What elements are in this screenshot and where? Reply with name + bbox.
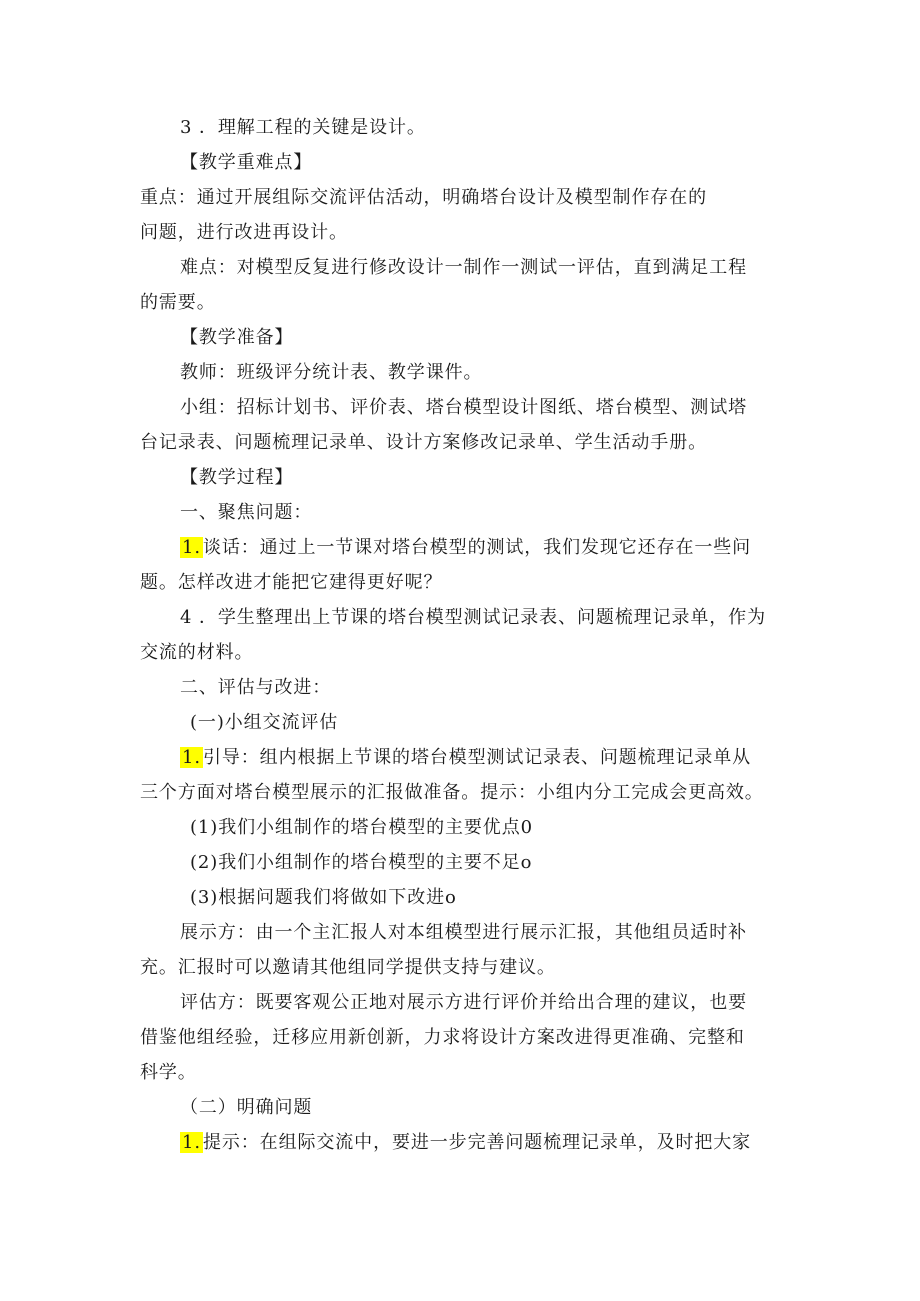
evaluator-line-3: 科学。	[140, 1062, 197, 1083]
heading-teaching-preparation: 【教学准备】	[180, 327, 294, 348]
hint-line-1: 1. 提示：在组际交流中，要进一步完善问题梳理记录单，及时把大家	[182, 1132, 752, 1153]
key-point-line-2: 问题，进行改进再设计。	[140, 222, 348, 243]
key-point-line-1: 重点：通过开展组际交流评估活动，明确塔台设计及模型制作存在的	[140, 187, 707, 208]
list-item-advantages: (1)我们小组制作的塔台模型的主要优点0	[190, 817, 533, 838]
item-number-highlight: 1.	[182, 537, 201, 558]
list-item-shortcomings: (2)我们小组制作的塔台模型的主要不足o	[190, 852, 533, 873]
talk-line-1: 1. 谈话：通过上一节课对塔台模型的测试，我们发现它还存在一些问	[182, 537, 752, 558]
subsection-group-exchange: (一)小组交流评估	[190, 712, 339, 733]
evaluator-line-2: 借鉴他组经验，迁移应用新创新，力求将设计方案改进得更准确、完整和	[140, 1027, 745, 1048]
difficult-point-line-1: 难点：对模型反复进行修改设计一制作一测试一评估，直到满足工程	[180, 257, 747, 278]
item-number-highlight: 1.	[182, 747, 201, 768]
presenter-line-1: 展示方：由一个主汇报人对本组模型进行展示汇报，其他组员适时补	[180, 922, 747, 943]
presenter-line-2: 充。汇报时可以邀请其他组同学提供支持与建议。	[140, 957, 556, 978]
group-preparation-line-1: 小组：招标计划书、评价表、塔台模型设计图纸、塔台模型、测试塔	[180, 397, 747, 418]
section-evaluate-improve: 二、评估与改进：	[180, 677, 332, 698]
section-focus-problem: 一、聚焦问题：	[180, 502, 313, 523]
evaluator-line-1: 评估方：既要客观公正地对展示方进行评价并给出合理的建议，也要	[180, 992, 747, 1013]
heading-teaching-process: 【教学过程】	[180, 467, 294, 488]
guide-line-1: 1. 引导：组内根据上节课的塔台模型测试记录表、问题梳理记录单从	[182, 747, 752, 768]
organize-line-1: 4 ．学生整理出上节课的塔台模型测试记录表、问题梳理记录单，作为	[180, 607, 766, 628]
group-preparation-line-2: 台记录表、问题梳理记录单、设计方案修改记录单、学生活动手册。	[140, 432, 707, 453]
organize-line-2: 交流的材料。	[140, 642, 254, 663]
subsection-clarify-problem: （二）明确问题	[180, 1097, 313, 1118]
list-item-improvements: (3)根据问题我们将做如下改进o	[190, 887, 457, 908]
guide-line-2: 三个方面对塔台模型展示的汇报做准备。提示：小组内分工完成会更高效。	[140, 782, 764, 803]
objective-3: 3 ．理解工程的关键是设计。	[180, 117, 426, 138]
talk-line-2: 题。怎样改进才能把它建得更好呢？	[140, 572, 443, 593]
difficult-point-line-2: 的需要。	[140, 292, 216, 313]
item-number-highlight: 1.	[182, 1132, 201, 1153]
heading-key-difficult-points: 【教学重难点】	[180, 152, 313, 173]
teacher-preparation: 教师：班级评分统计表、教学课件。	[180, 362, 483, 383]
